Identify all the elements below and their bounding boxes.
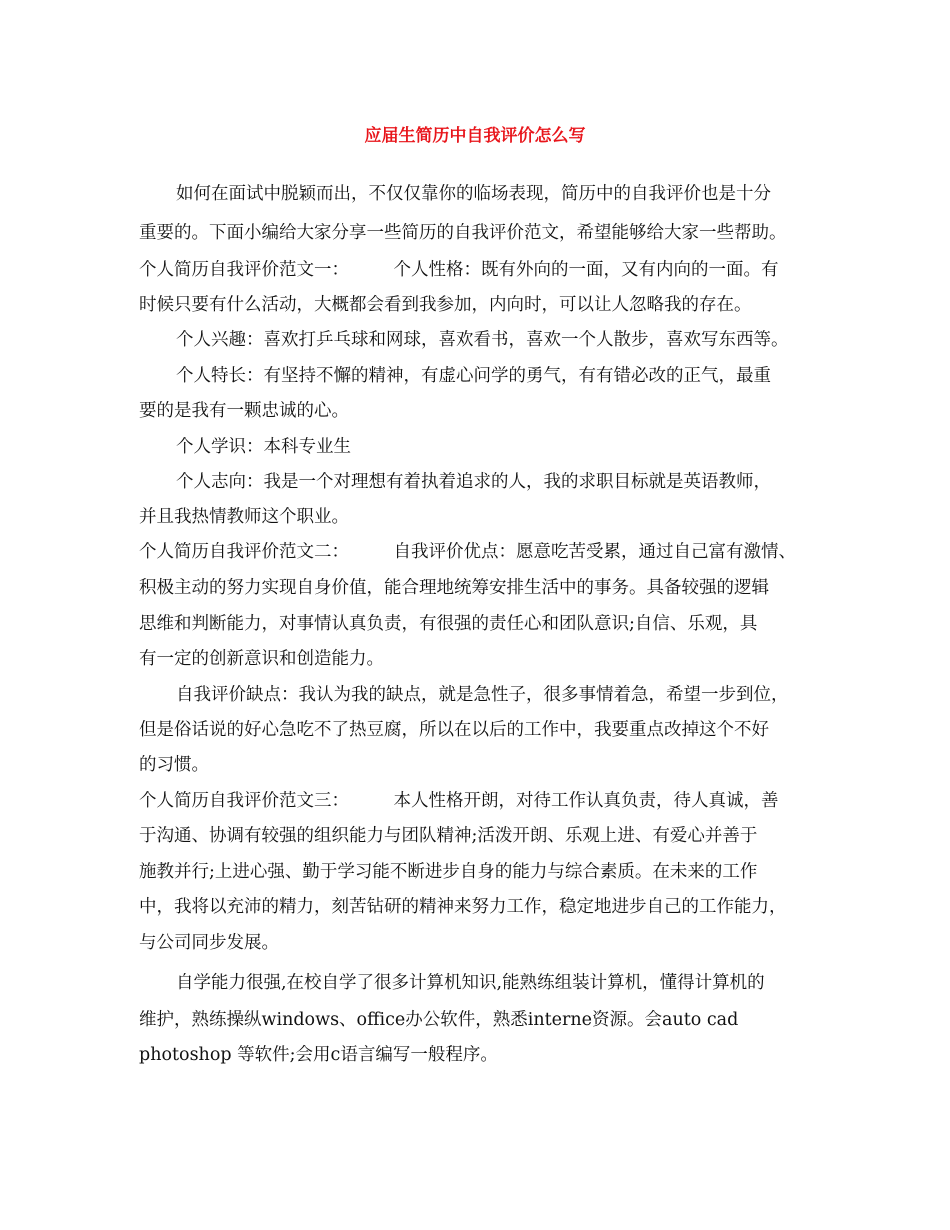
- body-line: 施教并行;上进心强、勤于学习能不断进步自身的能力与综合素质。在未来的工作: [139, 862, 758, 882]
- body-line: 重要的。下面小编给大家分享一些简历的自我评价范文，希望能够给大家一些帮助。: [139, 223, 787, 243]
- body-line: 自我评价缺点：我认为我的缺点，就是急性子，很多事情着急，希望一步到位，: [176, 685, 789, 705]
- body-line: 与公司同步发展。: [139, 933, 279, 953]
- body-line: 积极主动的努力实现自身价值，能合理地统筹安排生活中的事务。具备较强的逻辑: [139, 578, 769, 598]
- body-line: 自学能力很强,在校自学了很多计算机知识,能熟练组装计算机，懂得计算机的: [176, 973, 765, 993]
- body-line: 于沟通、协调有较强的组织能力与团队精神;活泼开朗、乐观上进、有爱心并善于: [139, 826, 758, 846]
- body-line: photoshop 等软件;会用c语言编写一般程序。: [139, 1045, 498, 1065]
- body-line: 思维和判断能力，对事情认真负责，有很强的责任心和团队意识;自信、乐观，具: [139, 614, 758, 634]
- document-title: 应届生简历中自我评价怎么写: [364, 126, 586, 146]
- body-line: 个人学识：本科专业生: [176, 437, 351, 457]
- body-line: 但是俗话说的好心急吃不了热豆腐，所以在以后的工作中，我要重点改掉这个不好: [139, 720, 769, 740]
- body-line: 的习惯。: [139, 755, 209, 775]
- body-line: 有一定的创新意识和创造能力。: [139, 649, 384, 669]
- body-line: 个人志向：我是一个对理想有着执着追求的人，我的求职目标就是英语教师，: [176, 472, 771, 492]
- body-line: 时候只要有什么活动，大概都会看到我参加，内向时，可以让人忽略我的存在。: [139, 295, 752, 315]
- body-line: 个人简历自我评价范文二： 自我评价优点：愿意吃苦受累，通过自己富有激情、: [139, 542, 796, 562]
- body-line: 中，我将以充沛的精力，刻苦钻研的精神来努力工作，稳定地进步自己的工作能力，: [139, 897, 787, 917]
- body-line: 个人特长：有坚持不懈的精神，有虚心问学的勇气，有有错必改的正气，最重: [176, 366, 771, 386]
- body-line: 并且我热情教师这个职业。: [139, 507, 349, 527]
- body-line: 要的是我有一颗忠诚的心。: [139, 401, 349, 421]
- body-line: 维护，熟练操纵windows、office办公软件，熟悉interne资源。会auto cad: [139, 1010, 739, 1030]
- body-line: 个人简历自我评价范文三： 本人性格开朗，对待工作认真负责，待人真诚，善: [139, 791, 779, 811]
- body-line: 如何在面试中脱颖而出，不仅仅靠你的临场表现，简历中的自我评价也是十分: [176, 184, 771, 204]
- body-line: 个人兴趣：喜欢打乒乓球和网球，喜欢看书，喜欢一个人散步，喜欢写东西等。: [176, 330, 789, 350]
- body-line: 个人简历自我评价范文一： 个人性格：既有外向的一面，又有内向的一面。有: [139, 260, 779, 280]
